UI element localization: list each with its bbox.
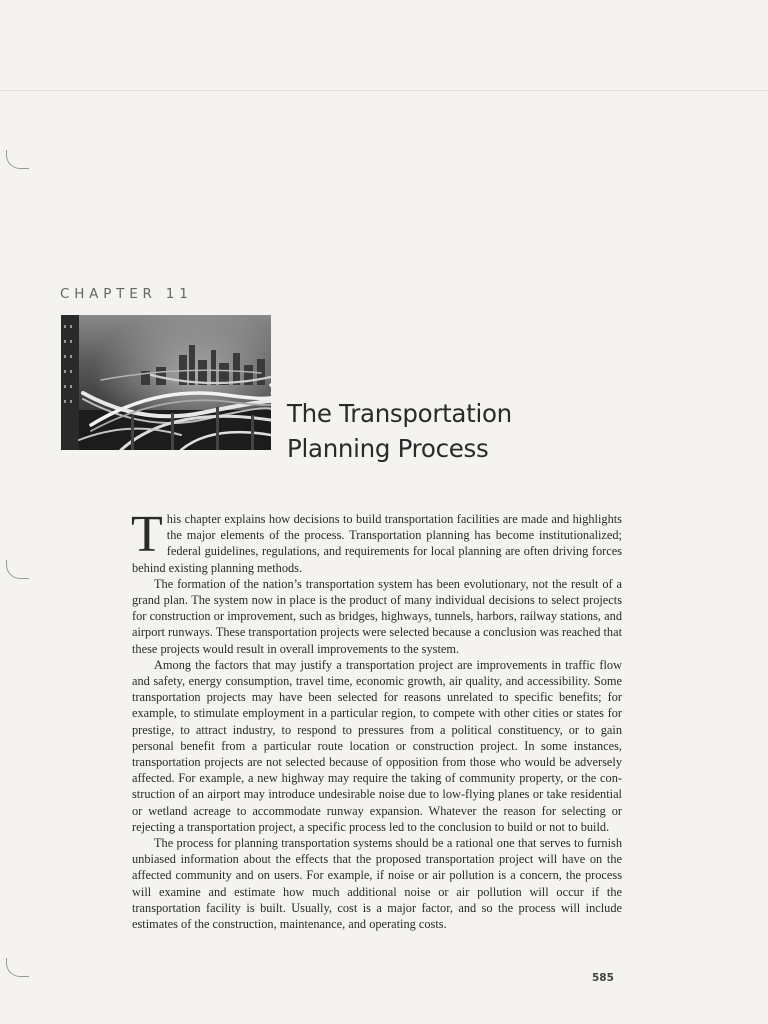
paragraph-3: Among the factors that may justify a transportation project are improvements in traffic flow and safety, energy consumption, travel time, economic growth, air quality, and accessibility. Some transportation projects may have been selected for reasons unrelated to specific benefits; for example, to stimulate employment in a particular region, to compete with other cities or states for prestige, to attract industry, to respond to pressures from a political constituency, or to gain personal benefit from a particular route location or construction project. In some instances, transportation projects are not selected because of opposition from those who would be adversely affected. For example, a new highway may require the taking of community property, or the construction of an airport may introduce undesirable noise due to low-flying planes or take residential or wetland acreage to accommodate runway expansion. Whatever the reason for selecting or rejecting a transportation project, a specific process led to the conclusion to build or not to build. (132, 657, 622, 834)
paragraph-4: The process for planning transportation systems should be a rational one that serves to furnish unbiased information about the effects that the proposed transportation project will have on the affected community and on users. For example, if noise or air pollution is a concern, the process will examine and estimate how much additional noise or air pollution will occur if the transportation facility is built. Usually, cost is a major factor, and so the process will include estimates of the construction, maintenance, and operating costs. (132, 836, 622, 932)
chapter-title (287, 396, 512, 466)
chapter-photo-highway-interchange (61, 315, 271, 450)
binder-hole-mark (6, 150, 29, 169)
chapter-title-line-2: Planning Process (287, 434, 489, 463)
scan-edge-line (0, 90, 768, 91)
paragraph-1-text: his chapter explains how decisions to build transportation facilities are made and highlights the major elements of the process. Transportation planning has become institutionalized; federal guidelines, regulations, and requirements for local planning are often driving forces behind existing planning methods. (132, 512, 622, 575)
body-text (131, 506, 622, 932)
chapter-label: CHAPTER 11 (60, 286, 193, 302)
paragraph-1 (131, 506, 622, 576)
binder-hole-mark (6, 560, 29, 579)
binder-hole-mark (6, 958, 29, 977)
drop-cap: T (131, 506, 163, 563)
page-number: 585 (592, 972, 614, 984)
chapter-title-line-1: The Transportation (287, 399, 512, 428)
paragraph-2: The formation of the nation’s transportation system has been evolutionary, not the result of a grand plan. The system now in place is the product of many individual decisions to select projects for construction or improvement, such as bridges, highways, tunnels, harbors, railway stations, and airport runways. These transportation projects were selected because a conclusion was reached that these projects would result in overall improvements to the system. (132, 576, 622, 656)
